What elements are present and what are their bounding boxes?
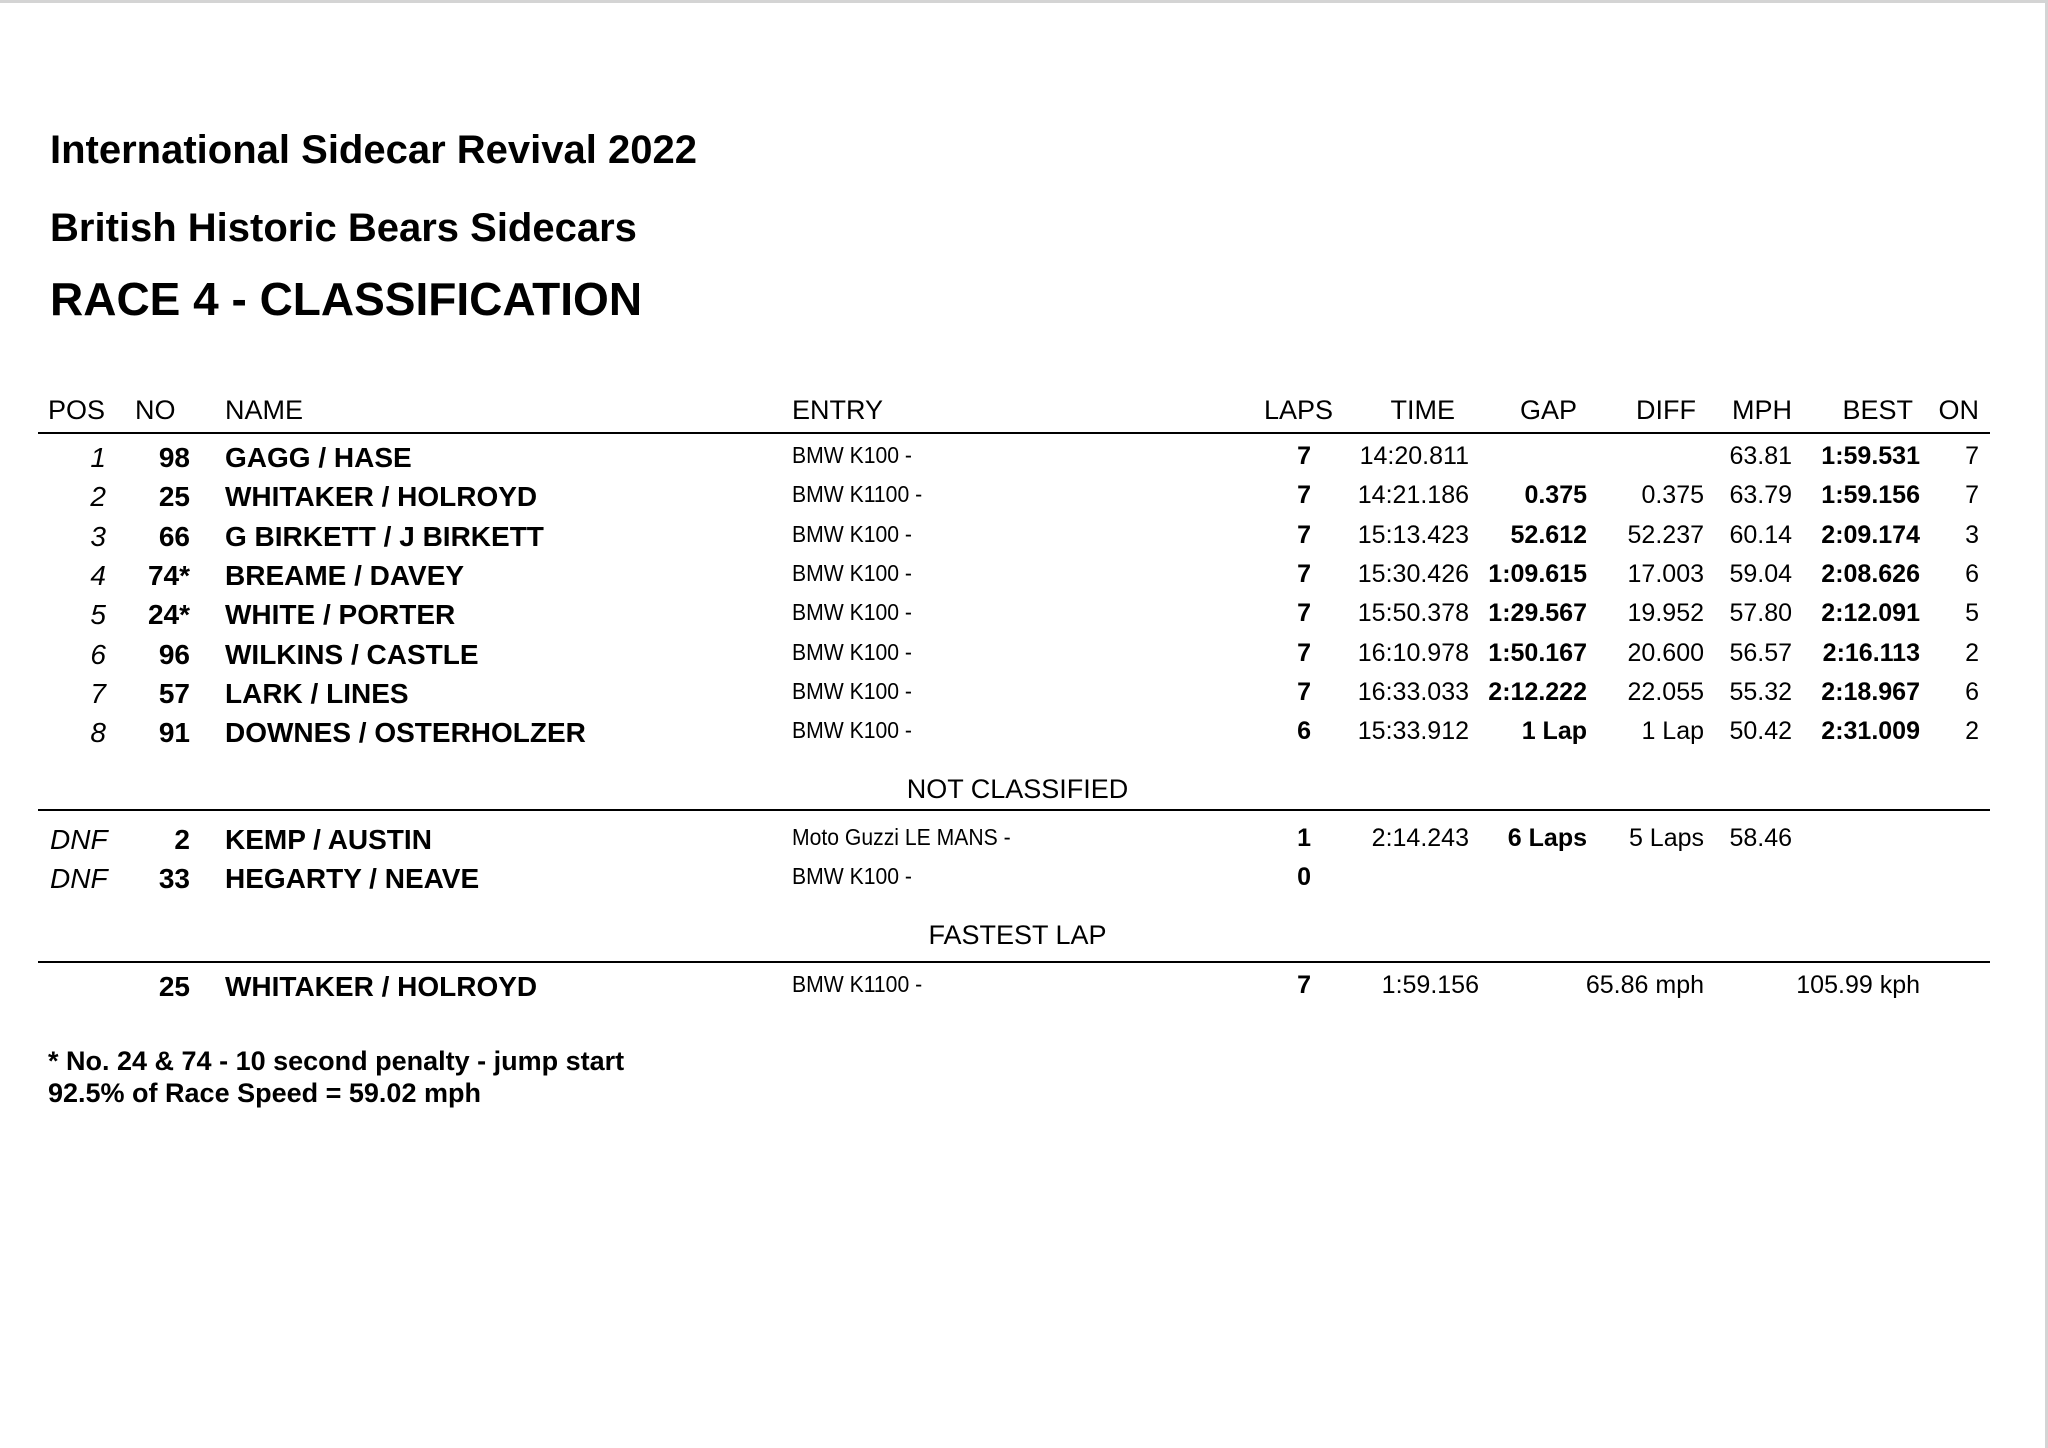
cell-best: 2:31.009 [1821, 717, 1920, 746]
cell-best: 1:59.156 [1821, 481, 1920, 510]
cell-laps: 0 [1297, 863, 1311, 891]
cell-laps: 7 [1297, 677, 1311, 706]
cell-time: 15:50.378 [1357, 599, 1469, 628]
cell-on: 6 [1965, 559, 1979, 588]
fastest-kph: 105.99 kph [1796, 971, 1920, 999]
column-header-laps: LAPS [1263, 395, 1333, 425]
not-classified-rule [38, 809, 1990, 811]
cell-diff: 0.375 [1641, 481, 1704, 510]
cell-name: WHITE / PORTER [225, 599, 456, 631]
cell-on: 3 [1965, 520, 1979, 549]
cell-mph: 55.32 [1729, 677, 1792, 706]
fastest-no: 25 [158, 971, 190, 1002]
cell-pos: 3 [90, 520, 106, 552]
cell-laps: 1 [1297, 824, 1311, 852]
cell-name: GAGG / HASE [225, 442, 412, 473]
fastest-mph: 65.86 mph [1585, 971, 1704, 999]
cell-entry: BMW K100 - [792, 599, 912, 626]
cell-pos: 5 [90, 599, 106, 631]
cell-diff: 19.952 [1627, 599, 1704, 628]
column-header-best: BEST [1842, 395, 1913, 425]
class-title: British Historic Bears Sidecars [50, 206, 637, 250]
column-header-pos: POS [48, 395, 106, 425]
cell-gap: 1 Lap [1521, 717, 1587, 746]
cell-on: 7 [1965, 442, 1979, 470]
top-border [0, 0, 2048, 3]
cell-name: BREAME / DAVEY [225, 559, 465, 591]
column-header-diff: DIFF [1636, 395, 1696, 425]
cell-best: 2:08.626 [1821, 559, 1920, 588]
cell-name: KEMP / AUSTIN [225, 824, 432, 855]
cell-no: 24* [147, 599, 190, 631]
cell-best: 2:18.967 [1821, 677, 1920, 706]
cell-name: WILKINS / CASTLE [225, 638, 479, 670]
cell-name: G BIRKETT / J BIRKETT [225, 520, 544, 552]
cell-pos: 1 [90, 442, 106, 473]
cell-no: 96 [158, 638, 190, 670]
cell-on: 2 [1965, 717, 1979, 746]
cell-on: 7 [1965, 481, 1979, 510]
cell-on: 5 [1965, 599, 1979, 628]
cell-entry: BMW K100 - [792, 442, 912, 468]
header-rule [38, 432, 1990, 434]
cell-pos: 8 [90, 717, 106, 749]
cell-laps: 6 [1297, 717, 1311, 746]
fastest-entry: BMW K1100 - [792, 971, 923, 997]
cell-no: 91 [158, 717, 190, 749]
cell-no: 74* [147, 559, 190, 591]
column-header-mph: MPH [1732, 395, 1792, 425]
cell-laps: 7 [1297, 442, 1311, 470]
cell-best: 1:59.531 [1821, 442, 1920, 470]
cell-entry: BMW K100 - [792, 717, 912, 744]
column-header-gap: GAP [1519, 395, 1577, 425]
cell-time: 15:33.912 [1357, 717, 1469, 746]
cell-time: 16:33.033 [1357, 677, 1469, 706]
cell-laps: 7 [1297, 599, 1311, 628]
cell-mph: 63.79 [1729, 481, 1792, 510]
cell-diff: 52.237 [1627, 520, 1704, 549]
race-title: RACE 4 - CLASSIFICATION [50, 273, 643, 325]
fastest-time: 1:59.156 [1381, 971, 1479, 999]
cell-gap: 1:29.567 [1488, 599, 1587, 628]
cell-pos: 7 [90, 677, 106, 709]
cell-diff: 1 Lap [1641, 717, 1704, 746]
cell-best: 2:09.174 [1821, 520, 1920, 549]
column-header-on: ON [1938, 395, 1979, 425]
cell-name: WHITAKER / HOLROYD [225, 481, 538, 513]
cell-pos: DNF [50, 824, 108, 855]
cell-on: 2 [1965, 638, 1979, 667]
cell-gap: 6 Laps [1507, 824, 1587, 852]
cell-gap: 0.375 [1524, 481, 1587, 510]
cell-no: 25 [158, 481, 190, 513]
cell-laps: 7 [1297, 638, 1311, 667]
cell-time: 14:20.811 [1359, 442, 1469, 470]
cell-pos: 6 [90, 638, 106, 670]
cell-mph: 63.81 [1729, 442, 1792, 470]
not-classified-heading: NOT CLASSIFIED [906, 774, 1129, 804]
cell-time: 15:13.423 [1357, 520, 1469, 549]
cell-pos: DNF [50, 863, 108, 894]
race-speed-note: 92.5% of Race Speed = 59.02 mph [48, 1078, 481, 1108]
cell-gap: 2:12.222 [1488, 677, 1587, 706]
column-header-time: TIME [1390, 395, 1455, 425]
fastest-lap-rule [38, 961, 1990, 963]
cell-entry: Moto Guzzi LE MANS - [792, 824, 1011, 850]
cell-laps: 7 [1297, 559, 1311, 588]
cell-name: DOWNES / OSTERHOLZER [225, 717, 586, 749]
penalty-note: * No. 24 & 74 - 10 second penalty - jump start [48, 1046, 625, 1076]
cell-laps: 7 [1297, 520, 1311, 549]
cell-no: 66 [158, 520, 190, 552]
cell-mph: 59.04 [1729, 559, 1792, 588]
cell-mph: 60.14 [1729, 520, 1792, 549]
cell-gap: 1:09.615 [1488, 559, 1587, 588]
cell-gap: 1:50.167 [1488, 638, 1587, 667]
fastest-laps: 7 [1297, 971, 1311, 999]
cell-mph: 56.57 [1729, 638, 1792, 667]
cell-no: 33 [158, 863, 190, 894]
cell-mph: 58.46 [1729, 824, 1792, 852]
cell-entry: BMW K100 - [792, 677, 912, 704]
cell-pos: 2 [90, 481, 106, 513]
cell-entry: BMW K100 - [792, 638, 912, 665]
cell-entry: BMW K1100 - [792, 481, 923, 508]
cell-no: 98 [158, 442, 190, 473]
cell-mph: 57.80 [1729, 599, 1792, 628]
column-header-name: NAME [225, 395, 304, 425]
cell-diff: 22.055 [1627, 677, 1704, 706]
cell-time: 2:14.243 [1371, 824, 1469, 852]
cell-best: 2:12.091 [1821, 599, 1920, 628]
column-header-no: NO [135, 395, 176, 425]
cell-time: 15:30.426 [1357, 559, 1469, 588]
cell-diff: 20.600 [1627, 638, 1704, 667]
cell-no: 2 [174, 824, 190, 855]
event-title: International Sidecar Revival 2022 [50, 128, 697, 172]
fastest-lap-heading: FASTEST LAP [928, 920, 1107, 950]
cell-diff: 17.003 [1627, 559, 1704, 588]
cell-time: 14:21.186 [1357, 481, 1469, 510]
cell-pos: 4 [90, 559, 106, 591]
cell-time: 16:10.978 [1357, 638, 1469, 667]
cell-name: LARK / LINES [225, 677, 409, 709]
cell-on: 6 [1965, 677, 1979, 706]
cell-diff: 5 Laps [1628, 824, 1704, 852]
cell-mph: 50.42 [1729, 717, 1792, 746]
column-header-entry: ENTRY [792, 395, 884, 425]
cell-no: 57 [158, 677, 190, 709]
cell-name: HEGARTY / NEAVE [225, 863, 480, 894]
cell-entry: BMW K100 - [792, 520, 912, 547]
cell-gap: 52.612 [1510, 520, 1587, 549]
fastest-name: WHITAKER / HOLROYD [225, 971, 538, 1002]
cell-best: 2:16.113 [1822, 638, 1920, 667]
cell-entry: BMW K100 - [792, 559, 912, 586]
cell-laps: 7 [1297, 481, 1311, 510]
cell-entry: BMW K100 - [792, 863, 912, 889]
